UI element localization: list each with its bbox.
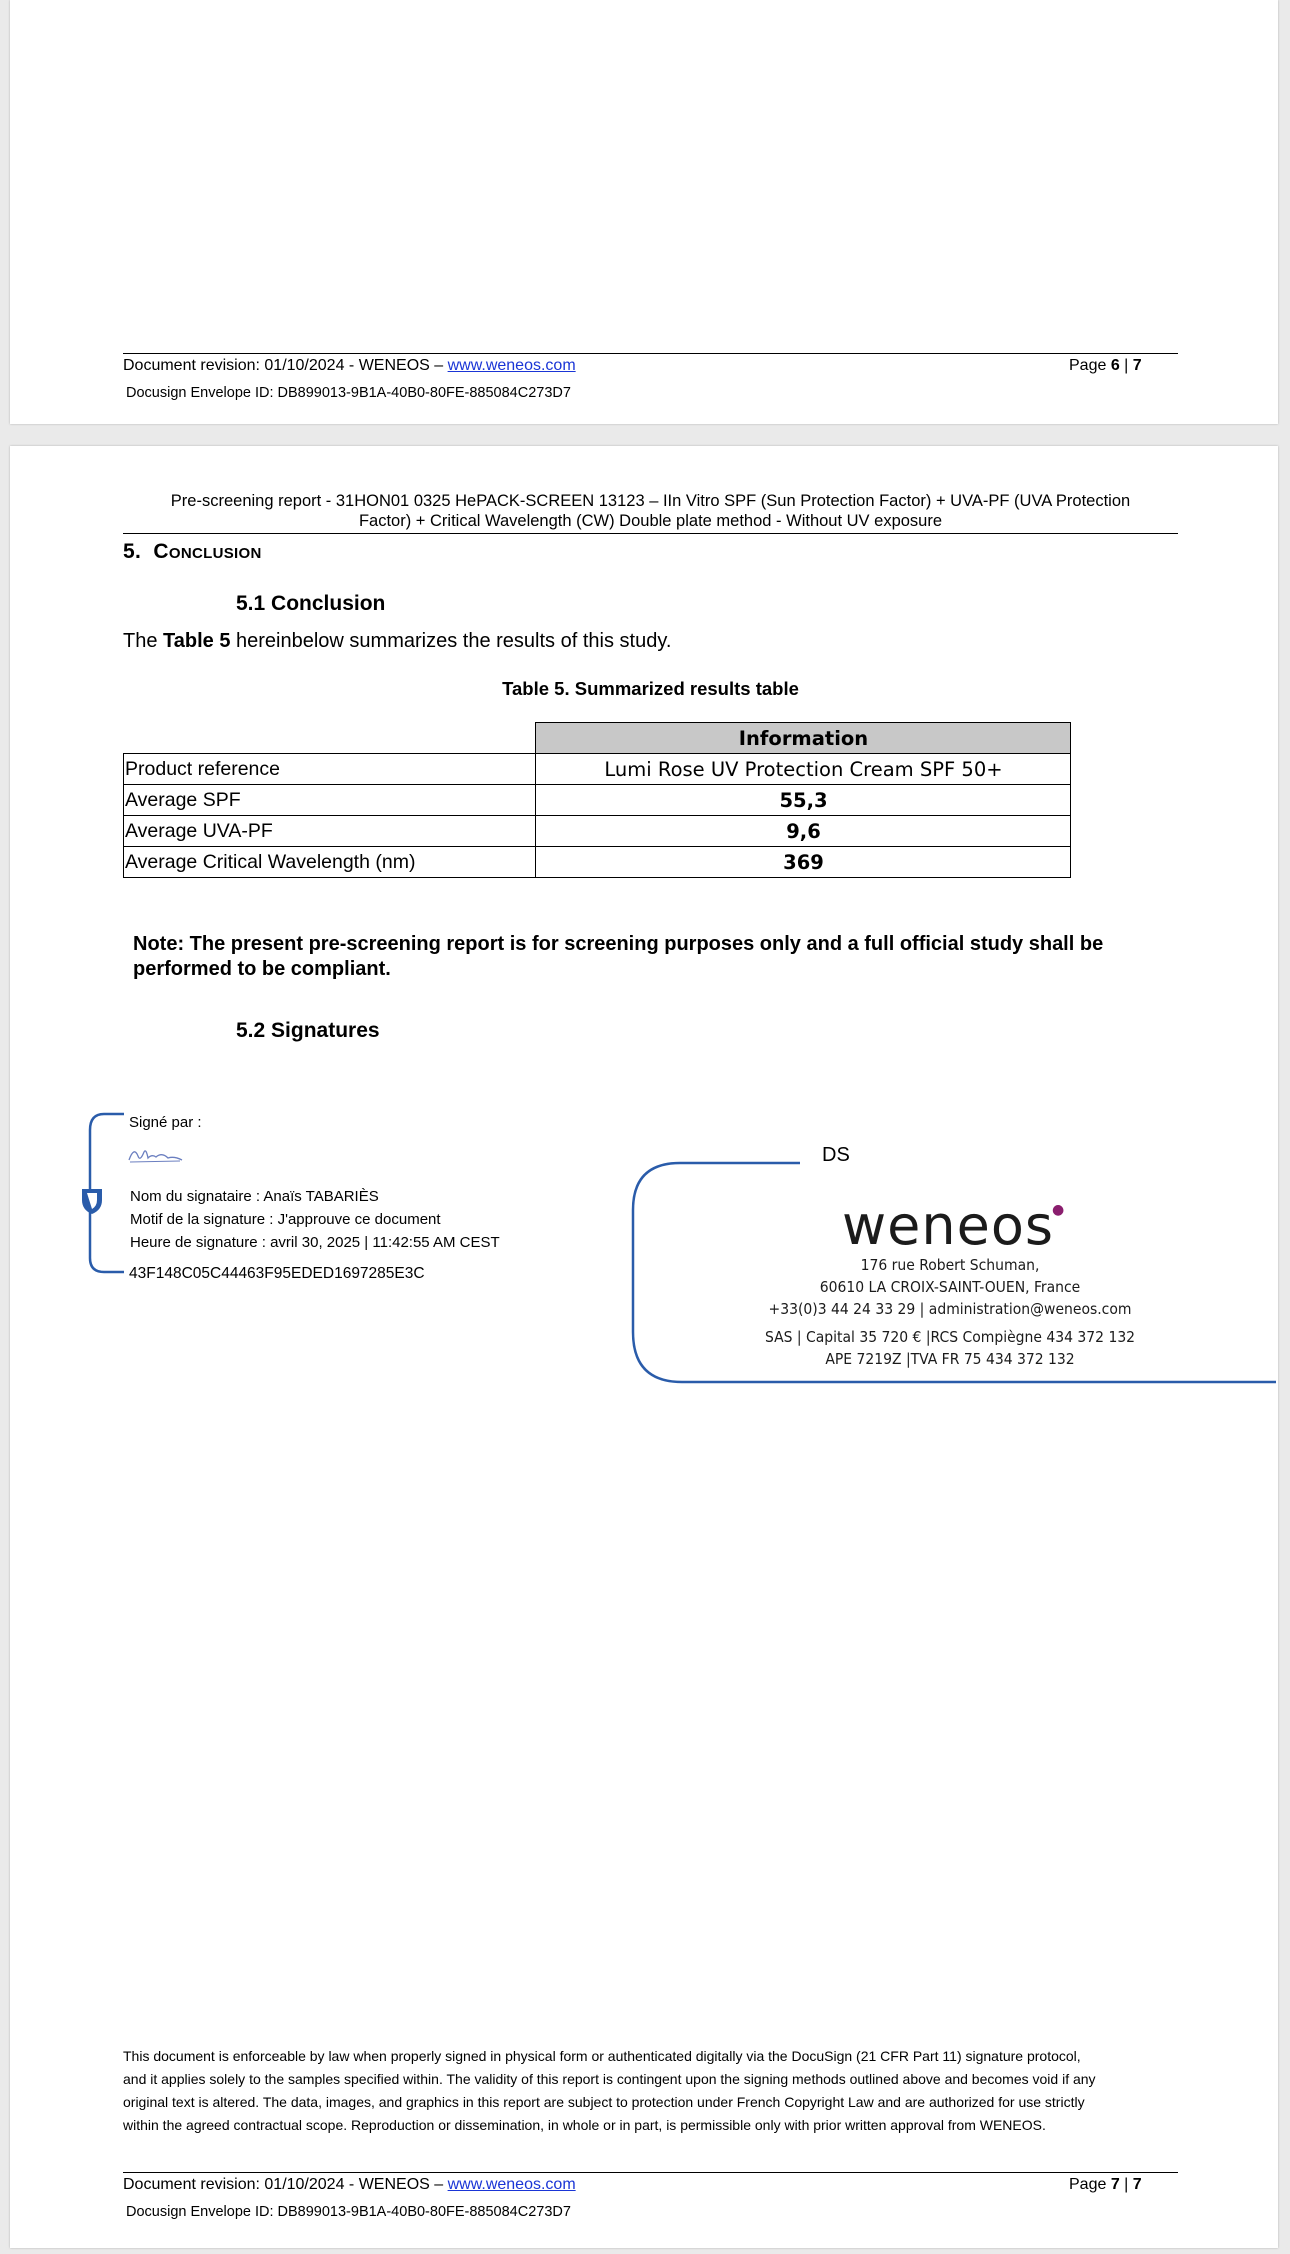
legal-notice-line-4: within the agreed contractual scope. Reproduction or dissemination, in whole or in part, is permissible only with prior written approval from WENEOS. — [123, 2117, 1046, 2133]
subsection-signatures-heading: 5.2 Signatures — [236, 1019, 380, 1042]
compliance-note-line-2: performed to be compliant. — [133, 958, 391, 980]
footer-revision — [123, 2176, 576, 2194]
signature-hash: 43F148C05C44463F95EDED1697285E3C — [129, 1265, 425, 1282]
footer-website-link[interactable]: www.weneos.com — [447, 2176, 576, 2193]
page-number-current: 7 — [1110, 2176, 1120, 2193]
footer-revision-text: Document revision: 01/10/2024 - WENEOS – — [123, 357, 448, 374]
table-row — [124, 816, 1071, 847]
page-number-current: 6 — [1110, 357, 1120, 374]
footer-revision — [123, 357, 576, 375]
address-line-2: 60610 LA CROIX-SAINT-OUEN, France — [819, 1278, 1081, 1296]
footer-revision-text: Document revision: 01/10/2024 - WENEOS – — [123, 2176, 448, 2193]
handwritten-signature — [126, 1144, 186, 1166]
table-cell-label: Product reference — [124, 754, 536, 785]
legal-notice-line-3: original text is altered. The data, images, and graphics in this report are subject to protection under French Copyright Law and are authorized for use strictly — [123, 2094, 1085, 2110]
footer-divider — [123, 353, 1178, 354]
company-contact: +33(0)3 44 24 33 29 | administration@weneos.com — [768, 1300, 1132, 1318]
section-number: 5. — [123, 540, 142, 563]
table-caption: Table 5. Summarized results table — [502, 678, 799, 699]
table-header-row — [124, 723, 1071, 754]
intro-table-ref: Table 5 — [163, 630, 231, 652]
intro-suffix: hereinbelow summarizes the results of this study. — [230, 630, 672, 652]
section-heading — [123, 540, 262, 564]
company-legal — [710, 1326, 1190, 1370]
report-header — [123, 491, 1178, 531]
document-page-6 — [10, 0, 1278, 424]
table-row — [124, 785, 1071, 816]
page-number-total: 7 — [1132, 2176, 1142, 2193]
table-header-empty — [124, 723, 536, 754]
page-number-separator: | — [1119, 357, 1133, 374]
table-cell-label: Average Critical Wavelength (nm) — [124, 847, 536, 878]
footer-website-link[interactable]: www.weneos.com — [447, 357, 576, 374]
intro-prefix: The — [123, 630, 164, 652]
signature-time: Heure de signature : avril 30, 2025 | 11:42:55 AM CEST — [130, 1234, 500, 1251]
page-number — [1069, 2176, 1142, 2194]
page-number-prefix: Page — [1069, 2176, 1111, 2193]
table-row — [124, 847, 1071, 878]
shield-icon — [80, 1186, 104, 1216]
compliance-note-line-1: Note: The present pre-screening report is for screening purposes only and a full official study shall be — [133, 933, 1104, 955]
page-number-separator: | — [1119, 2176, 1133, 2193]
legal-notice-line-1: This document is enforceable by law when properly signed in physical form or authenticated digitally via the DocuSign (21 CFR Part 11) signature protocol, — [123, 2048, 1081, 2064]
page-number-prefix: Page — [1069, 357, 1111, 374]
table-cell-value: Lumi Rose UV Protection Cream SPF 50+ — [536, 754, 1071, 785]
report-header-line-2: Factor) + Critical Wavelength (CW) Double plate method - Without UV exposure — [358, 512, 943, 530]
compliance-note — [133, 932, 1103, 982]
legal-notice-line-2: and it applies solely to the samples specified within. The validity of this report is contingent upon the signing methods outlined above and becomes void if any — [123, 2071, 1096, 2087]
weneos-logo-text: weneos — [842, 1194, 1055, 1257]
signature-reason: Motif de la signature : J'approuve ce document — [130, 1211, 441, 1228]
table-cell-label: Average UVA-PF — [124, 816, 536, 847]
table-cell-value: 55,3 — [536, 785, 1071, 816]
table-header-information: Information — [536, 723, 1071, 754]
company-legal-line-1: SAS | Capital 35 720 € |RCS Compiègne 434 372 132 — [764, 1328, 1136, 1346]
legal-notice — [123, 2045, 1198, 2137]
company-legal-line-2: APE 7219Z |TVA FR 75 434 372 132 — [825, 1350, 1075, 1368]
ds-label: DS — [822, 1144, 850, 1166]
table-cell-value: 9,6 — [536, 816, 1071, 847]
page-number — [1069, 357, 1142, 375]
weneos-logo — [842, 1194, 1067, 1257]
logo-dot-icon: ● — [1052, 1202, 1066, 1218]
subsection-conclusion-heading: 5.1 Conclusion — [236, 592, 386, 615]
page-number-total: 7 — [1132, 357, 1142, 374]
summary-results-table — [123, 722, 1071, 878]
signed-by-label: Signé par : — [129, 1114, 202, 1131]
docusign-envelope-id: Docusign Envelope ID: DB899013-9B1A-40B0-80FE-885084C273D7 — [126, 385, 571, 401]
table-cell-value: 369 — [536, 847, 1071, 878]
document-page-7 — [10, 446, 1278, 2248]
report-header-line-1: Pre-screening report - 31HON01 0325 HePACK-SCREEN 13123 – IIn Vitro SPF (Sun Protection Factor) + UVA-PF (UVA Protection — [170, 492, 1131, 510]
table-row — [124, 754, 1071, 785]
address-line-1: 176 rue Robert Schuman, — [860, 1256, 1040, 1274]
company-address — [710, 1254, 1190, 1320]
intro-paragraph — [123, 630, 671, 653]
docusign-envelope-id: Docusign Envelope ID: DB899013-9B1A-40B0-80FE-885084C273D7 — [126, 2204, 571, 2220]
table-cell-label: Average SPF — [124, 785, 536, 816]
signer-name: Nom du signataire : Anaïs TABARIÈS — [130, 1188, 379, 1205]
section-title: Conclusion — [153, 540, 262, 563]
header-divider — [123, 533, 1178, 534]
footer-divider — [123, 2172, 1178, 2173]
